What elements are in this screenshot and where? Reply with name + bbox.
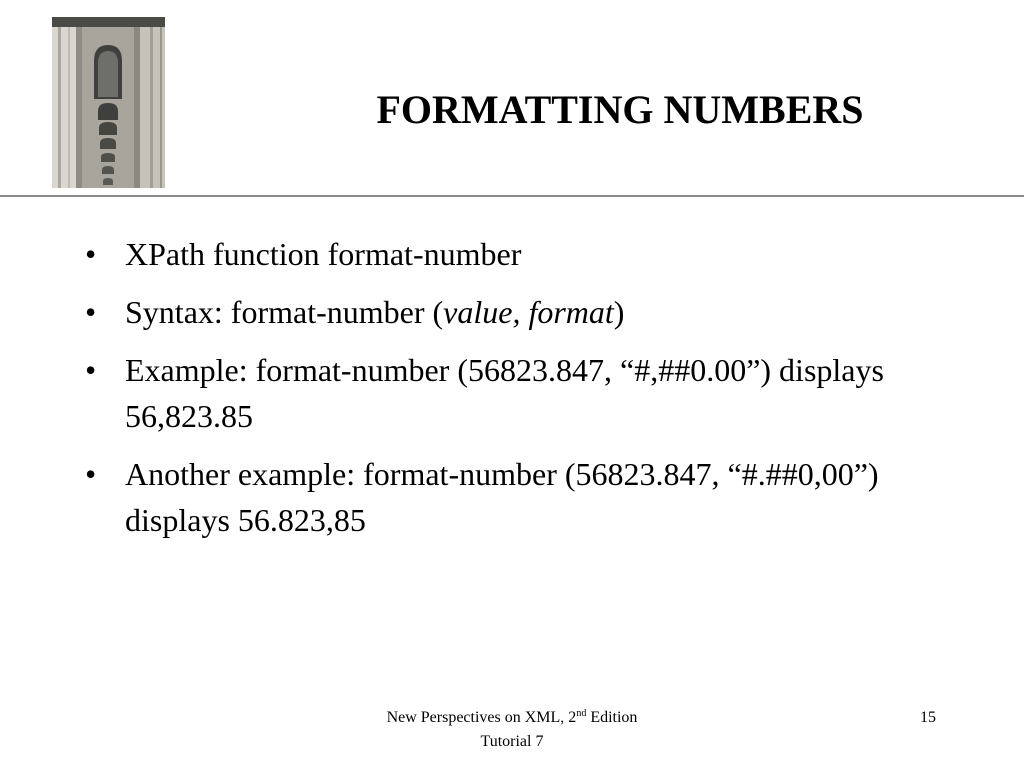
bullet-item bbox=[85, 451, 970, 543]
bullet-text-italic: value, format bbox=[443, 294, 614, 330]
bullet-item bbox=[85, 347, 970, 439]
bullet-text-prefix: Syntax: format-number ( bbox=[125, 294, 444, 330]
slide-title: FORMATTING NUMBERS bbox=[376, 87, 864, 132]
bridge-photo bbox=[52, 17, 165, 188]
bullet-text: Another example: format-number (56823.847, “#.##0,00”) displays 56.823,85 bbox=[125, 456, 879, 538]
footer-line-2: Tutorial 7 bbox=[480, 733, 544, 750]
bullet-text-suffix: ) bbox=[613, 294, 625, 330]
bullet-list bbox=[85, 231, 970, 555]
footer-edition-label: Edition bbox=[586, 709, 638, 726]
footer-edition-superscript: nd bbox=[576, 708, 587, 719]
footer-book-title: New Perspectives on XML, 2 bbox=[386, 709, 577, 726]
title-divider bbox=[0, 195, 1024, 197]
bullet-item bbox=[85, 289, 970, 335]
bullet-text: Example: format-number (56823.847, “#,##0.00”) displays 56,823.85 bbox=[125, 352, 884, 434]
footer-line-1 bbox=[300, 706, 724, 730]
bullet-item bbox=[85, 231, 970, 277]
bullet-text: XPath function format-number bbox=[125, 236, 522, 272]
slide-footer bbox=[300, 706, 724, 754]
slide-number: 15 bbox=[920, 709, 936, 726]
